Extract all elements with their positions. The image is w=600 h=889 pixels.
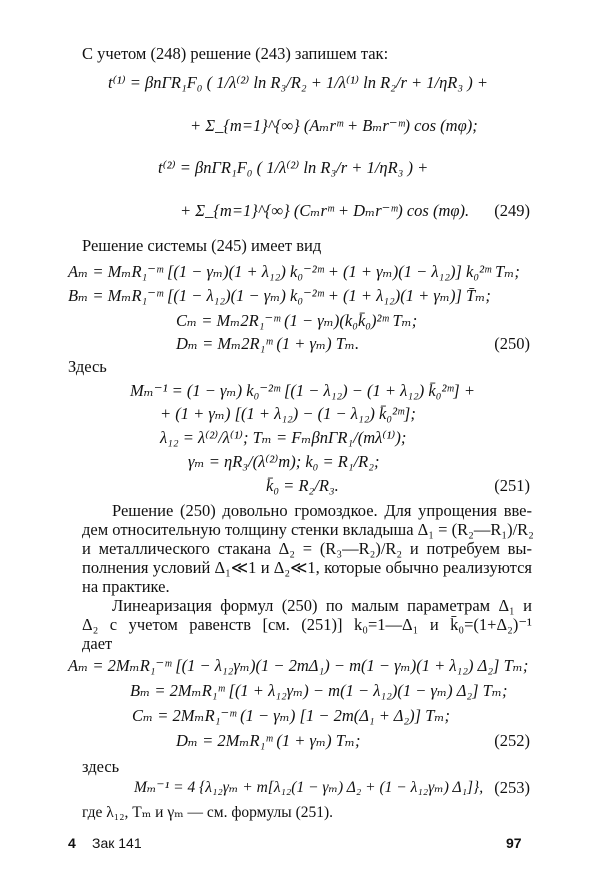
paragraph1-line2: дем относительную толщину стенки вкладыша Δ₁ = (R₂—R₁)/R₂ (82, 520, 534, 539)
paragraph2-line1: Линеаризация формул (250) по малым параметрам Δ₁ и (112, 596, 532, 615)
equation-t2-line1: t⁽²⁾ = βпΓR₁F₀ ( 1/λ⁽²⁾ ln R₃/r + 1/ηR₃ ) + (158, 158, 429, 177)
paragraph1-line3: и металлического стакана Δ₂ = (R₃—R₂)/R₂ и потребуем вы- (82, 539, 532, 558)
paragraph1-line4: полнения условий Δ₁≪1 и Δ₂≪1, которые обычно реализуются (82, 558, 532, 577)
equation-C: Cₘ = Mₘ2R₁⁻ᵐ (1 − γₘ)(k₀k̄₀)²ᵐ Tₘ; (176, 311, 418, 330)
paragraph1-line5: на практике. (82, 577, 170, 596)
equation-t1-line1: t⁽¹⁾ = βпΓR₁F₀ ( 1/λ⁽²⁾ ln R₃/R₂ + 1/λ⁽¹⁾ ln R₂/r + 1/ηR₃ ) + (108, 73, 488, 92)
equation-number-249: (249) (494, 201, 530, 220)
equation-M-linear: Mₘ⁻¹ = 4 {λ₁₂γₘ + m[λ₁₂(1 − γₘ) Δ₂ + (1 − λ₁₂γₘ) Δ₁]}, (134, 779, 484, 796)
equation-A-linear: Aₘ = 2MₘR₁⁻ᵐ [(1 − λ₁₂γₘ)(1 − 2mΔ₁) − m(1 − γₘ)(1 + λ₁₂) Δ₂] Tₘ; (68, 656, 529, 675)
equation-M-line1: Mₘ⁻¹ = (1 − γₘ) k₀⁻²ᵐ [(1 − λ₁₂) − (1 + λ₁₂) k̄₀²ᵐ] + (130, 381, 475, 400)
paragraph2-line3: дает (82, 634, 113, 653)
page-number: 97 (506, 835, 522, 851)
equation-D-linear: Dₘ = 2MₘR₁ᵐ (1 + γₘ) Tₘ; (176, 731, 361, 750)
equation-t2-line2: + Σ_{m=1}^{∞} (Cₘrᵐ + Dₘr⁻ᵐ) cos (mφ). (180, 201, 470, 220)
equation-A: Aₘ = MₘR₁⁻ᵐ [(1 − γₘ)(1 + λ₁₂) k₀⁻²ᵐ + (1 + γₘ)(1 − λ₁₂)] k₀²ᵐ Tₘ; (68, 262, 520, 281)
equation-gamma-k: γₘ = ηR₃/(λ⁽²⁾m); k₀ = R₁/R₂; (188, 452, 380, 471)
system-solution-intro: Решение системы (245) имеет вид (82, 236, 322, 255)
equation-number-253: (253) (494, 778, 530, 797)
equation-kbar: k̄₀ = R₂/R₃. (266, 476, 339, 495)
equation-D: Dₘ = Mₘ2R₁ᵐ (1 + γₘ) Tₘ. (176, 334, 360, 353)
equation-B: Bₘ = MₘR₁⁻ᵐ [(1 − λ₁₂)(1 − γₘ) k₀⁻²ᵐ + (1 + λ₁₂)(1 + γₘ)] T̄ₘ; (68, 286, 491, 305)
equation-number-251: (251) (494, 476, 530, 495)
equation-number-250: (250) (494, 334, 530, 353)
where-text: где λ₁₂, Tₘ и γₘ — см. формулы (251). (82, 804, 334, 821)
equation-lambda-T: λ₁₂ = λ⁽²⁾/λ⁽¹⁾; Tₘ = FₘβпΓR₁/(mλ⁽¹⁾); (160, 428, 407, 447)
footer-signature: 4 (68, 835, 76, 851)
footer-order: Зак 141 (92, 835, 142, 851)
equation-C-linear: Cₘ = 2MₘR₁⁻ᵐ (1 − γₘ) [1 − 2m(Δ₁ + Δ₂)] Tₘ; (132, 706, 450, 725)
equation-B-linear: Bₘ = 2MₘR₁ᵐ [(1 + λ₁₂γₘ) − m(1 − λ₁₂)(1 − γₘ) Δ₂] Tₘ; (130, 681, 508, 700)
equation-number-252: (252) (494, 731, 530, 750)
equation-t1-line2: + Σ_{m=1}^{∞} (Aₘrᵐ + Bₘr⁻ᵐ) cos (mφ); (190, 116, 478, 135)
here-lower-text: здесь (82, 757, 120, 776)
paragraph2-line2: Δ₂ с учетом равенств [см. (251)] k₀=1—Δ₁ и k̄₀=(1+Δ₂)⁻¹ (82, 615, 532, 634)
paragraph1-line1: Решение (250) довольно громоздкое. Для упрощения вве- (112, 501, 532, 520)
intro-text: С учетом (248) решение (243) запишем так: (82, 44, 389, 63)
here-text: Здесь (68, 357, 107, 376)
equation-M-line2: + (1 + γₘ) [(1 + λ₁₂) − (1 − λ₁₂) k̄₀²ᵐ]; (160, 404, 416, 423)
